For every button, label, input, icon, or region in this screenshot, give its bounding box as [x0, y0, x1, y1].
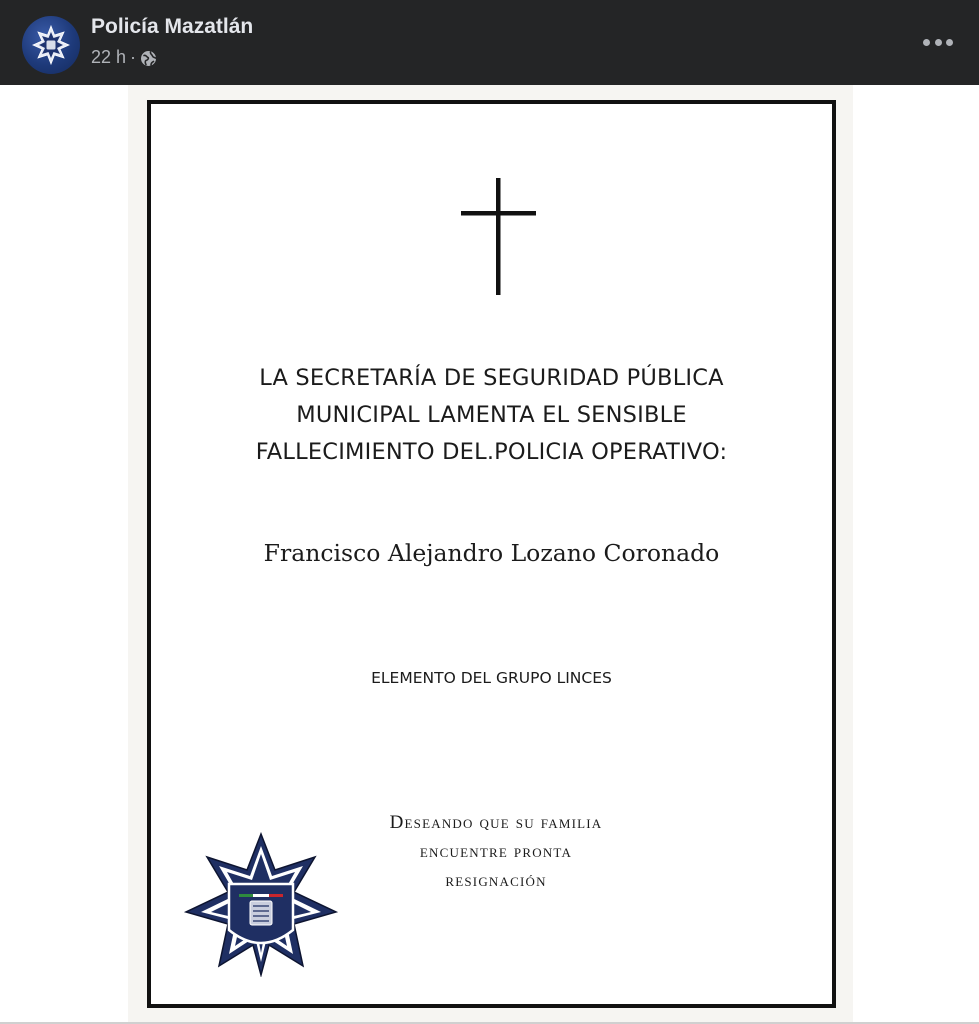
condolence-card: [147, 100, 836, 1008]
post-photo[interactable]: [128, 85, 853, 1024]
more-dot-icon: [935, 39, 942, 46]
globe-icon[interactable]: [140, 50, 157, 67]
avatar[interactable]: [22, 16, 80, 74]
condolence-line: encuentre pronta: [419, 841, 573, 862]
cross-icon: [461, 178, 537, 296]
heading-line: FALLECIMIENTO DEL.POLICIA OPERATIVO:: [255, 439, 728, 465]
notice-heading: [151, 360, 832, 471]
police-badge-logo: [181, 832, 341, 977]
officer-name: Francisco Alejandro Lozano Coronado: [263, 539, 720, 567]
heading-line: LA SECRETARÍA DE SEGURIDAD PÚBLICA: [259, 365, 724, 391]
officer-unit: ELEMENTO DEL GRUPO LINCES: [371, 669, 612, 687]
heading-line: MUNICIPAL LAMENTA EL SENSIBLE: [296, 402, 687, 428]
more-options-button[interactable]: [923, 28, 953, 56]
condolence-line: Deseando que su familia: [389, 812, 603, 833]
condolence-message: [296, 808, 696, 895]
page-name[interactable]: Policía Mazatlán: [91, 15, 254, 38]
post-timestamp[interactable]: 22 h: [91, 47, 127, 67]
meta-separator: ·: [130, 47, 137, 67]
post-meta: [91, 47, 157, 68]
condolence-line: resignación: [445, 870, 547, 891]
more-dot-icon: [923, 39, 930, 46]
more-dot-icon: [946, 39, 953, 46]
police-star-icon: [22, 16, 80, 74]
post-header: [0, 0, 979, 85]
